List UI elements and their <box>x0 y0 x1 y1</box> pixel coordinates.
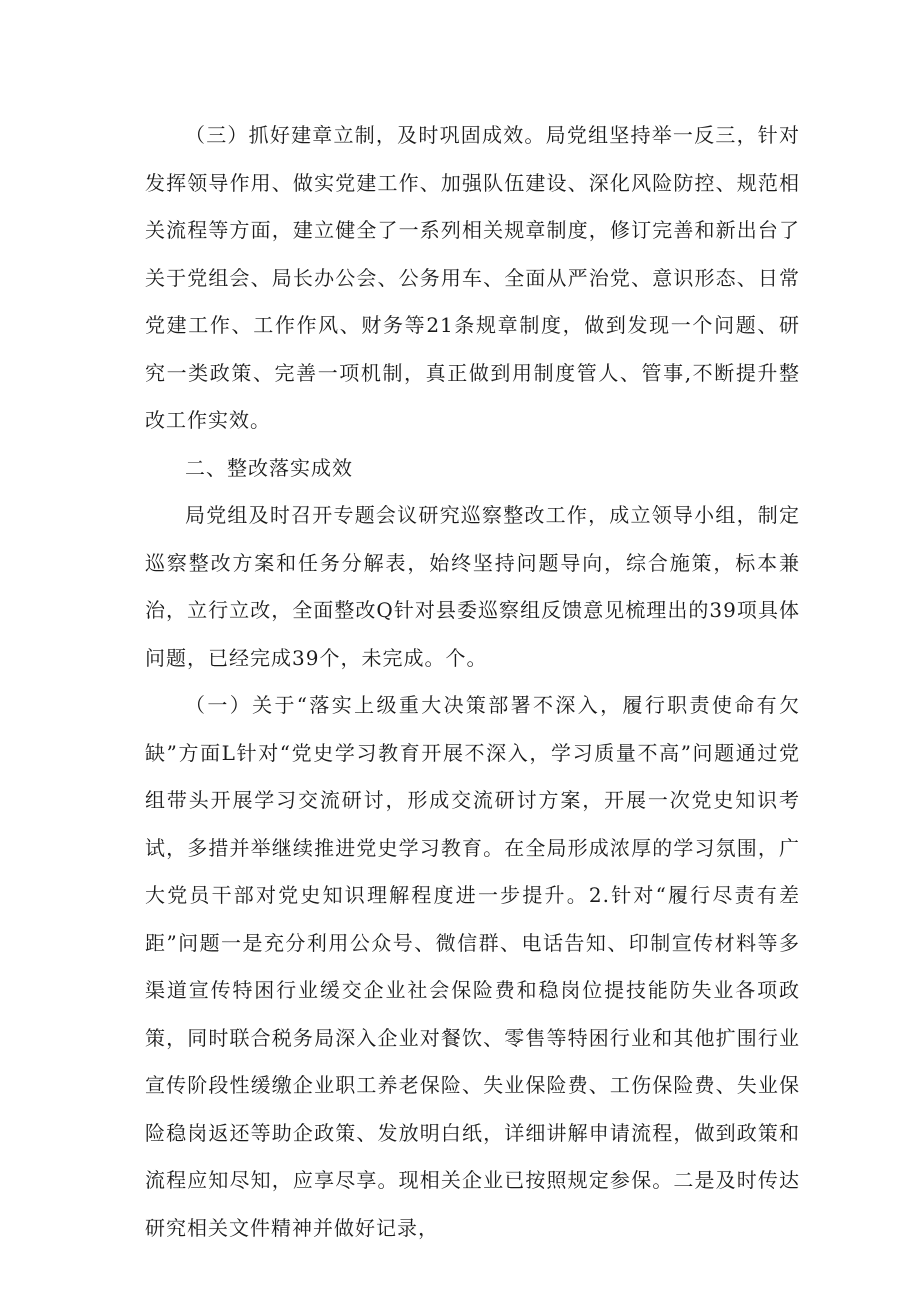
document-body <box>145 112 800 1252</box>
paragraph-rules-and-regulations: （三）抓好建章立制，及时巩固成效。局党组坚持举一反三，针对发挥领导作用、做实党建工作、加强队伍建设、深化风险防控、规范相关流程等方面，建立健全了一系列相关规章制度，修订完善和新出台了关于党组会、局长办公会、公务用车、全面从严治党、意识形态、日常党建工作、工作作风、财务等21条规章制度，做到发现一个问题、研究一类政策、完善一项机制，真正做到用制度管人、管事,不断提升整改工作实效。 <box>145 123 800 432</box>
section-heading-rectification-results: 二、整改落实成效 <box>185 455 353 480</box>
paragraph-rectification-overview: 局党组及时召开专题会议研究巡察整改工作，成立领导小组，制定巡察整改方案和任务分解表，始终坚持问题导向，综合施策，标本兼治，立行立改，全面整改Q针对县委巡察组反馈意见梳理出的39项具体问题，已经完成39个，未完成。个。 <box>145 503 800 670</box>
paragraph-decision-implementation: （一）关于“落实上级重大决策部署不深入，履行职责使命有欠缺”方面L针对“党史学习教育开展不深入，学习质量不高”问题通过党组带头开展学习交流研讨，形成交流研讨方案，开展一次党史知识考试，多措并举继续推进党史学习教育。在全局形成浓厚的学习氛围，广大党员干部对党史知识理解程度进一步提升。2.针对“履行尽责有差距”问题一是充分利用公众号、微信群、电话告知、印制宣传材料等多渠道宣传特困行业缓交企业社会保险费和稳岗位提技能防失业各项政策，同时联合税务局深入企业对餐饮、零售等特困行业和其他扩围行业宣传阶段性缓缴企业职工养老保险、失业保险费、工伤保险费、失业保险稳岗返还等助企政策、发放明白纸，详细讲解申请流程，做到政策和流程应知尽知，应享尽享。现相关企业已按照规定参保。二是及时传达研究相关文件精神并做好记录， <box>145 693 800 1240</box>
